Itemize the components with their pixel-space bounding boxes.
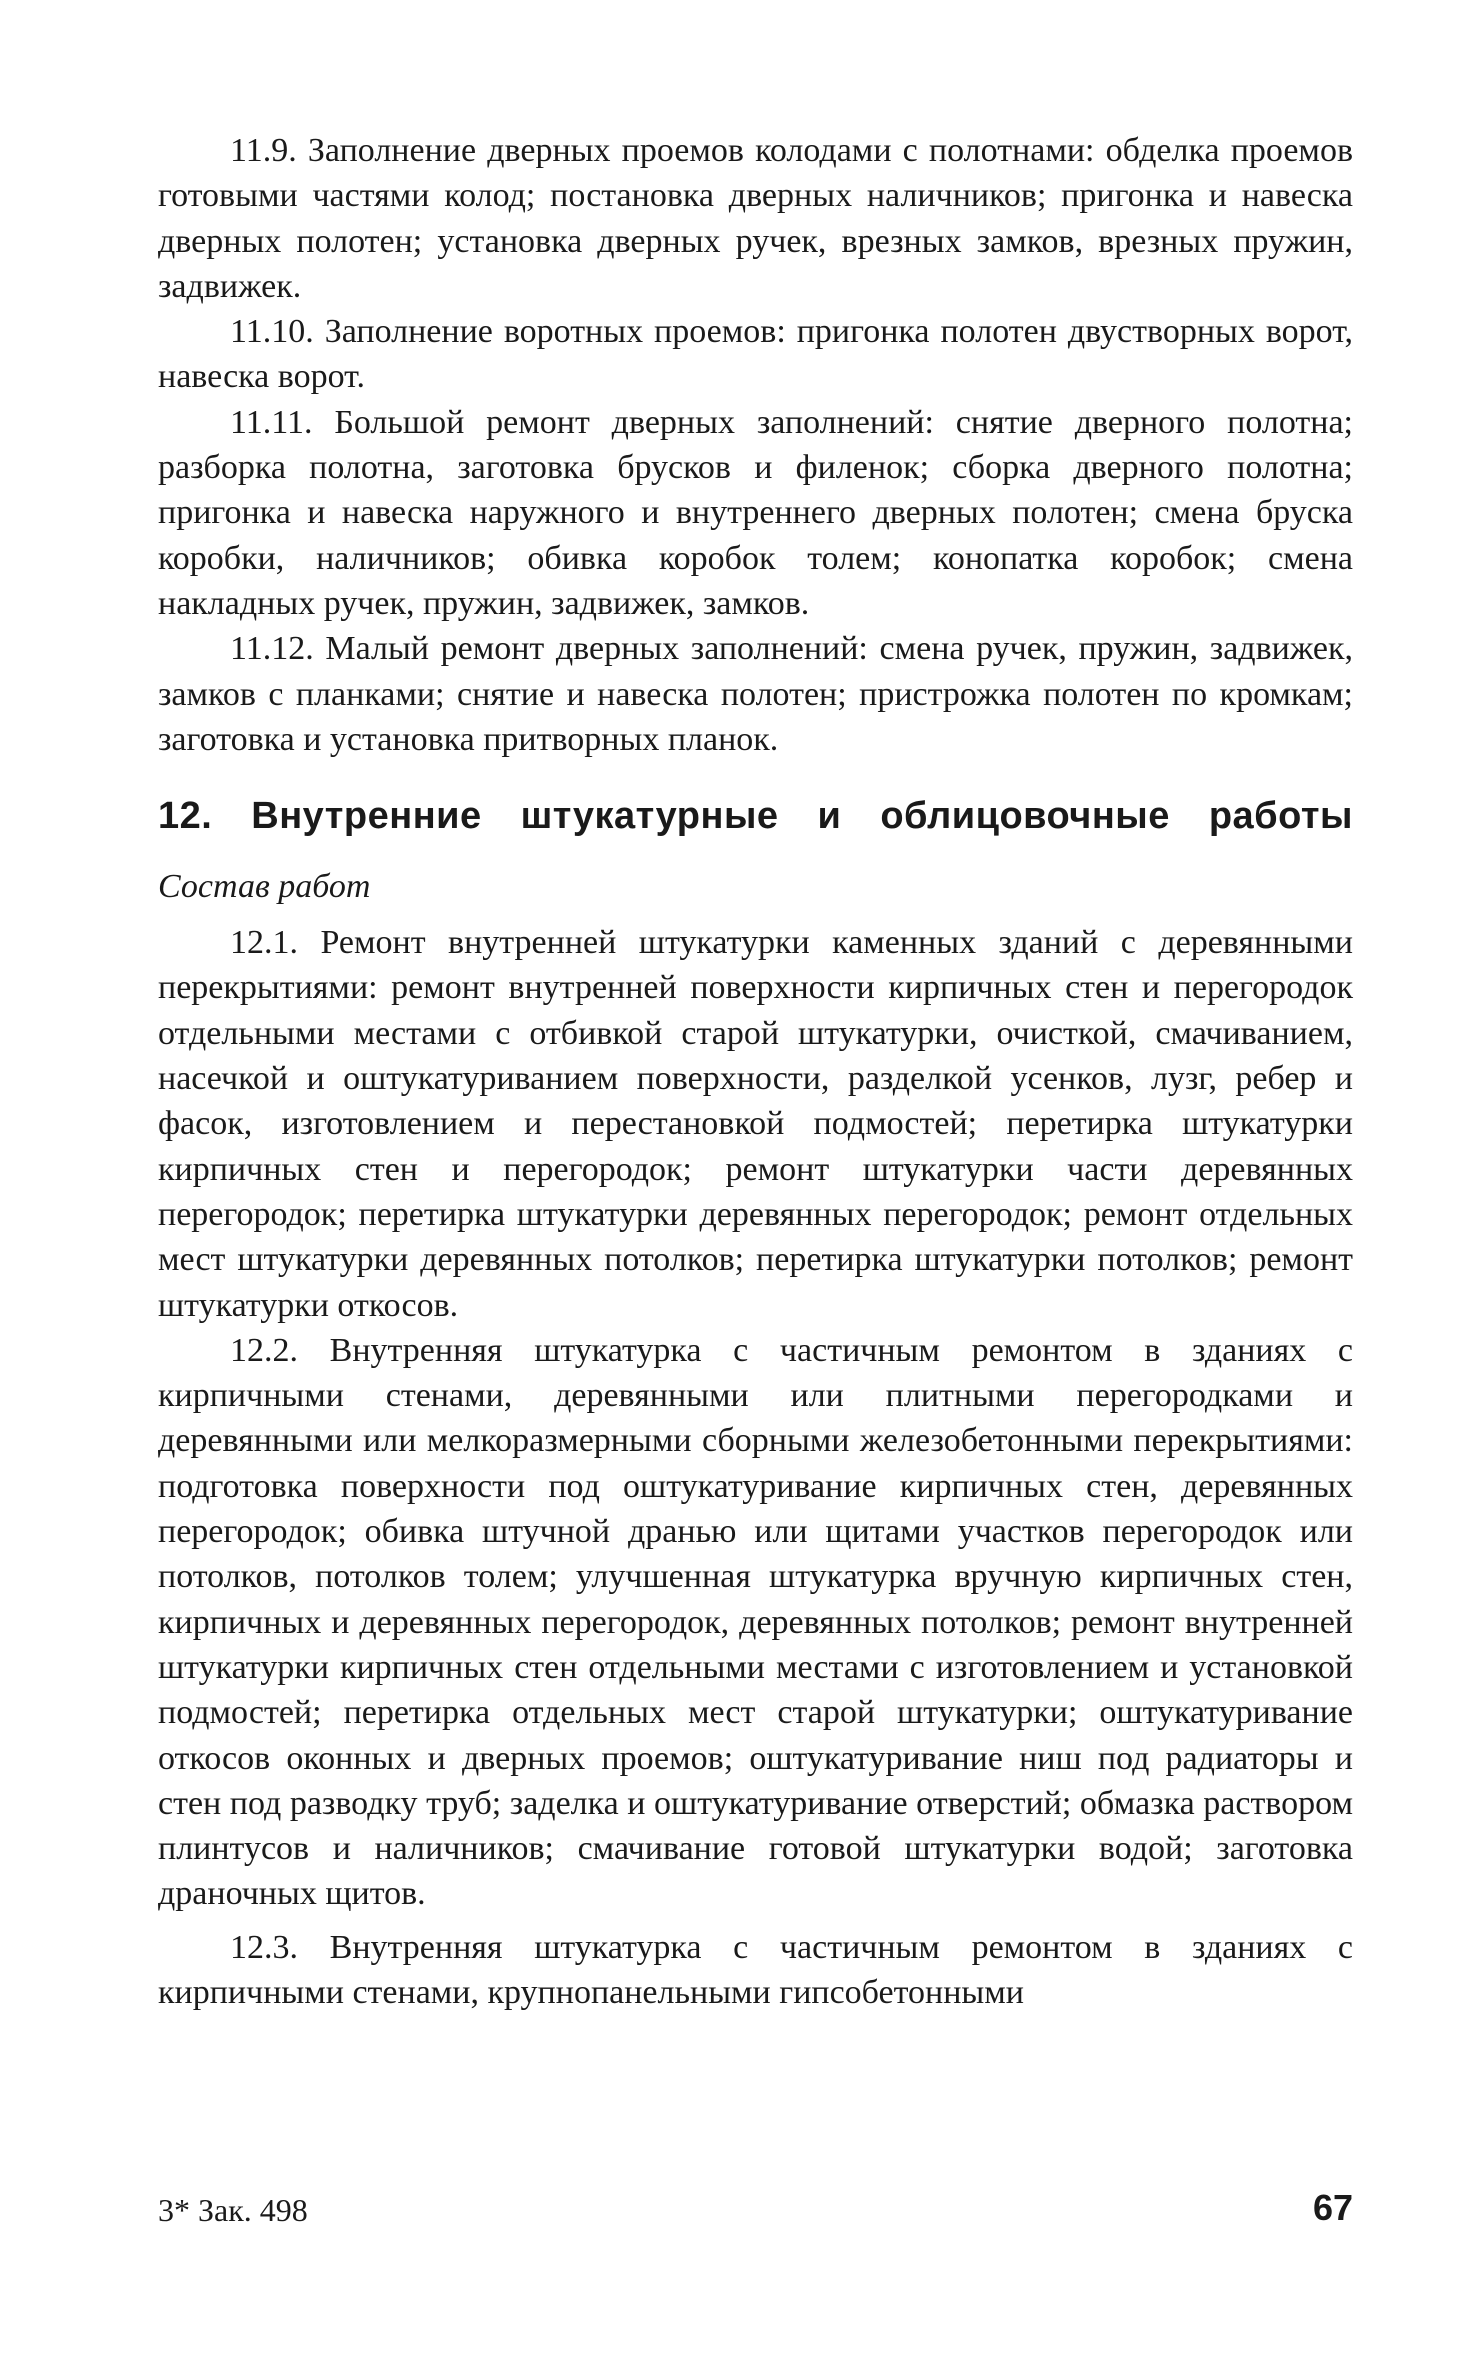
- page-number: 67: [1312, 2187, 1353, 2228]
- section-subheading: Состав работ: [158, 868, 371, 906]
- paragraph-11-10: 11.10. Заполнение воротных проемов: пригонка полотен двустворных ворот, навеска ворот.: [158, 313, 1353, 396]
- paragraph-11-11: 11.11. Большой ремонт дверных заполнений: снятие дверного полотна; разборка полотна, заготовка брусков и филенок; сборка дверного полотна; пригонка и навеска наружного и внутреннего дверных полотен; смена бруска коробки, наличников; обивка коробок толем; конопатка коробок; смена накладных ручек, пружин, задвижек, замков.: [158, 403, 1353, 622]
- paragraph-11-9: 11.9. Заполнение дверных проемов колодами с полотнами: обделка проемов готовыми частями колод; постановка дверных наличников; пригонка и навеска дверных полотен; установка дверных ручек, врезных замков, врезных пружин, задвижек.: [158, 132, 1353, 305]
- paragraph-12-3: 12.3. Внутренняя штукатурка с частичным ремонтом в зданиях с кирпичными стенами, крупнопанельными гипсобетонными: [158, 1928, 1353, 2011]
- page-footer: [158, 2184, 1353, 2240]
- paragraph-12-2: 12.2. Внутренняя штукатурка с частичным ремонтом в зданиях с кирпичными стенами, деревянными или плитными перегородками и деревянными или мелкоразмерными сборными железобетонными перекрытиями: подготовка поверхности под оштукатуривание кирпичных стен, деревянных перегородок; обивка штучной дранью или щитами участков перегородок или потолков, потолков толем; улучшенная штукатурка вручную кирпичных стен, кирпичных и деревянных перегородок, деревянных потолков; ремонт внутренней штукатурки кирпичных стен отдельными местами с изготовлением и установкой подмостей; перетирка отдельных мест старой штукатурки; оштукатуривание откосов оконных и дверных проемов; оштукатуривание ниш под радиаторы и стен под разводку труб; заделка и оштукатуривание отверстий; обмазка раствором плинтусов и наличников; смачивание готовой штукатурки водой; заготовка драночных щитов.: [158, 1331, 1353, 1913]
- page-body: [158, 128, 1353, 2015]
- paragraph-11-12: 11.12. Малый ремонт дверных заполнений: смена ручек, пружин, задвижек, замков с планками; снятие и навеска полотен; пристрожка полотен по кромкам; заготовка и установка притворных планок.: [158, 630, 1353, 758]
- printer-signature: 3* Зак. 498: [158, 2192, 308, 2228]
- paragraph-12-1: 12.1. Ремонт внутренней штукатурки каменных зданий с деревянными перекрытиями: ремонт внутренней поверхности кирпичных стен и перегородок отдельными местами с отбивкой старой штукатурки, очисткой, смачиванием, насечкой и оштукатуриванием поверхности, разделкой усенков, лузг, ребер и фасок, изготовлением и перестановкой подмостей; перетирка штукатурки кирпичных стен и перегородок; ремонт штукатурки части деревянных перегородок; перетирка штукатурки деревянных перегородок; ремонт отдельных мест штукатурки деревянных потолков; перетирка штукатурки потолков; ремонт штукатурки откосов.: [158, 924, 1353, 1324]
- section-heading: 12. Внутренние штукатурные и облицовочные работы: [158, 795, 1353, 838]
